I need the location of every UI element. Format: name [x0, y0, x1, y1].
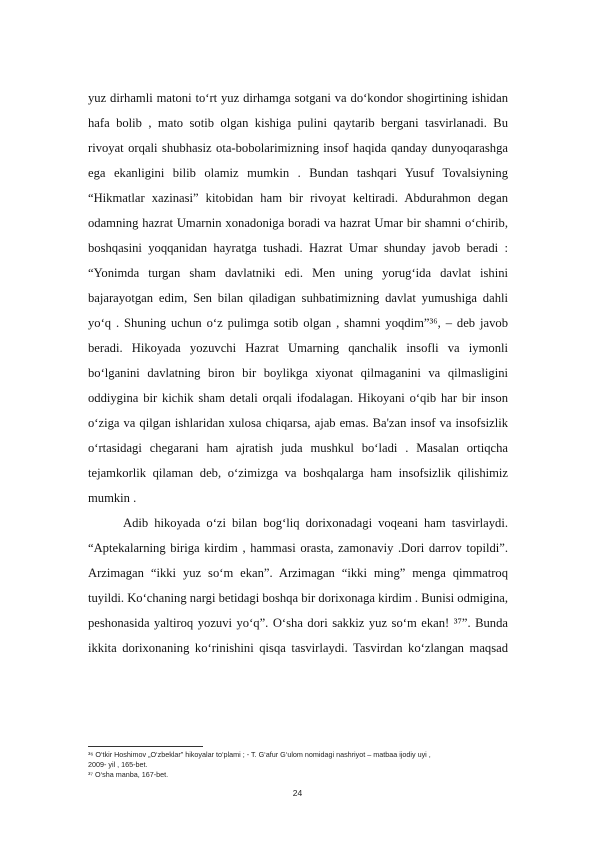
body-line: tuyildi. Ko‘chaning nargi betidagi boshqa bir dorixonaga kirdim . Bunisi odmigina,: [88, 591, 508, 605]
body-line: bo‘lganini davlatning biron bir boylikga xiyonat qilmaganini va qilmasligini: [88, 366, 508, 380]
body-line: peshonasida yaltiroq yozuvi yo‘q”. O‘sha dori sakkiz yuz so‘m ekan! ³⁷”. Bunda: [88, 616, 508, 630]
footnote-separator: [88, 746, 203, 747]
body-line: yuz dirhamli matoni to‘rt yuz dirhamga sotgani va do‘kondor shogirtining ishidan: [88, 91, 508, 105]
body-line: ikkita dorixonaning ko‘rinishini qisqa tasvirlaydi. Tasvirdan ko‘zlangan maqsad: [88, 641, 508, 655]
body-line: Adib hikoyada o‘zi bilan bog‘liq dorixonadagi voqeani ham tasvirlaydi.: [123, 516, 508, 530]
body-line: o‘ziga va qilgan ishlaridan xulosa chiqarsa, ajab emas. Ba'zan insof va insofsizlik: [88, 416, 508, 430]
body-line: oddiygina bir kichik sham detali orqali ifodalagan. Hikoyani o‘qib har bir inson: [88, 391, 508, 405]
body-line: bajarayotgan edim, Sen bilan qiladigan suhbatimizning davlat yumushiga dahli: [88, 291, 508, 305]
footnote-37: ³⁷ O‘sha manba, 167-bet.: [88, 770, 169, 779]
body-line: “Yonimda turgan sham davlatniki edi. Men uning yorug‘ida davlat ishini: [88, 266, 508, 280]
body-line: odamning hazrat Umarnin xonadoniga boradi va hazrat Umar bir shamni o‘chirib,: [88, 216, 508, 230]
body-line: mumkin .: [88, 491, 137, 505]
body-line: “Hikmatlar xazinasi” kitobidan ham bir rivoyat keltiradi. Abdurahmon degan: [88, 191, 508, 205]
body-line: beradi. Hikoyada yozuvchi Hazrat Umarning qanchalik insofli va iymonli: [88, 341, 508, 355]
footnote-36-line-1: ³⁶ O‘tkir Hoshimov „O‘zbeklar” hikoyalar to‘plami ; - T. G‘afur G‘ulom nomidagi nashriyot – matbaa ijodiy uyi ,: [88, 750, 431, 759]
body-line: rivoyat orqali shubhasiz ota-bobolarimizning insof haqida qanday dunyoqarashga: [88, 141, 508, 155]
body-line: yo‘q . Shuning uchun o‘z pulimga sotib olgan , shamni yoqdim”³⁶, – deb javob: [88, 316, 508, 330]
body-line: Arzimagan “ikki yuz so‘m ekan”. Arzimagan “ikki ming” menga qimmatroq: [88, 566, 508, 580]
page-number: 24: [292, 788, 303, 798]
footnote-36-line-2: 2009- yil , 165-bet.: [88, 760, 148, 769]
body-line: boshqasini yoqqanidan hayratga tushadi. Hazrat Umar shunday javob beradi :: [88, 241, 508, 255]
body-line: hafa bolib , mato sotib olgan kishiga pulini qaytarib bergani tasvirlanadi. Bu: [88, 116, 508, 130]
body-line: tejamkorlik qilaman deb, o‘zimizga va boshqalarga ham insofsizlik qilishimiz: [88, 466, 508, 480]
body-line: “Aptekalarning biriga kirdim , hammasi orasta, zamonaviy .Dori darrov topildi”.: [88, 541, 508, 555]
body-line: o‘rtasidagi chegarani ham ajratish juda mushkul bo‘ladi . Masalan ortiqcha: [88, 441, 508, 455]
body-line: ega ekanligini bilib olamiz mumkin . Bundan tashqari Yusuf Tovalsiyning: [88, 166, 508, 180]
